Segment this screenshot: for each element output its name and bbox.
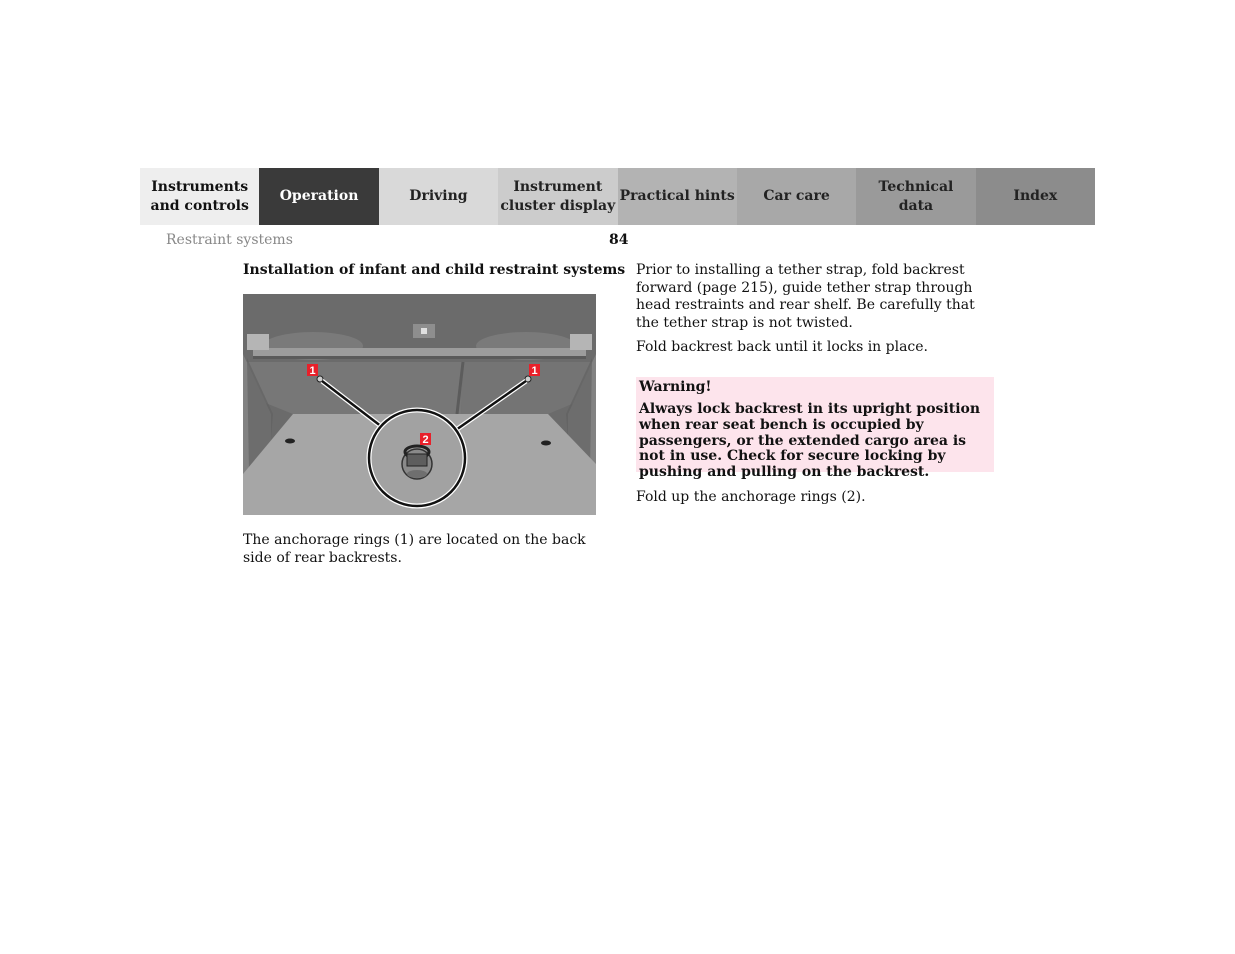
chapter-tabs <box>140 168 1095 225</box>
fold-rings-instruction: Fold up the anchorage rings (2). <box>636 489 866 505</box>
warning-text: Always lock backrest in its upright position when rear seat bench is occupied by passengers, or the extended cargo area is not in use. Check for secure locking by pushing and pulling on the backrest. <box>639 401 981 481</box>
tab-technical-data[interactable]: Technical data <box>856 168 975 225</box>
warning-box <box>636 377 994 481</box>
warning-title: Warning! <box>639 379 712 395</box>
figure-caption: The anchorage rings (1) are located on the back side of rear backrests. <box>243 532 586 566</box>
tab-practical-hints[interactable]: Practical hints <box>618 168 737 225</box>
fold-backrest-instruction: Fold backrest back until it locks in place. <box>636 339 929 355</box>
callout-1-left-label: 1 <box>309 365 316 377</box>
section-heading: Installation of infant and child restraint systems <box>243 262 626 278</box>
callout-2-label: 2 <box>422 434 429 446</box>
page-number: 84 <box>609 232 629 248</box>
section-label: Restraint systems <box>166 232 293 248</box>
tab-index[interactable]: Index <box>976 168 1095 225</box>
callout-1-right-label: 1 <box>531 365 538 377</box>
anchorage-rings-illustration <box>243 294 596 515</box>
tab-car-care[interactable]: Car care <box>737 168 856 225</box>
tab-driving[interactable]: Driving <box>379 168 498 225</box>
tab-instrument-cluster-display[interactable]: Instrument cluster display <box>498 168 617 225</box>
tab-operation[interactable]: Operation <box>259 168 378 225</box>
tab-instruments-and-controls[interactable]: Instruments and controls <box>140 168 259 225</box>
tether-strap-instructions: Prior to installing a tether strap, fold backrest forward (page 215), guide tether strap through head restraints and rear shelf. Be carefully that the tether strap is not twisted. <box>636 262 975 331</box>
